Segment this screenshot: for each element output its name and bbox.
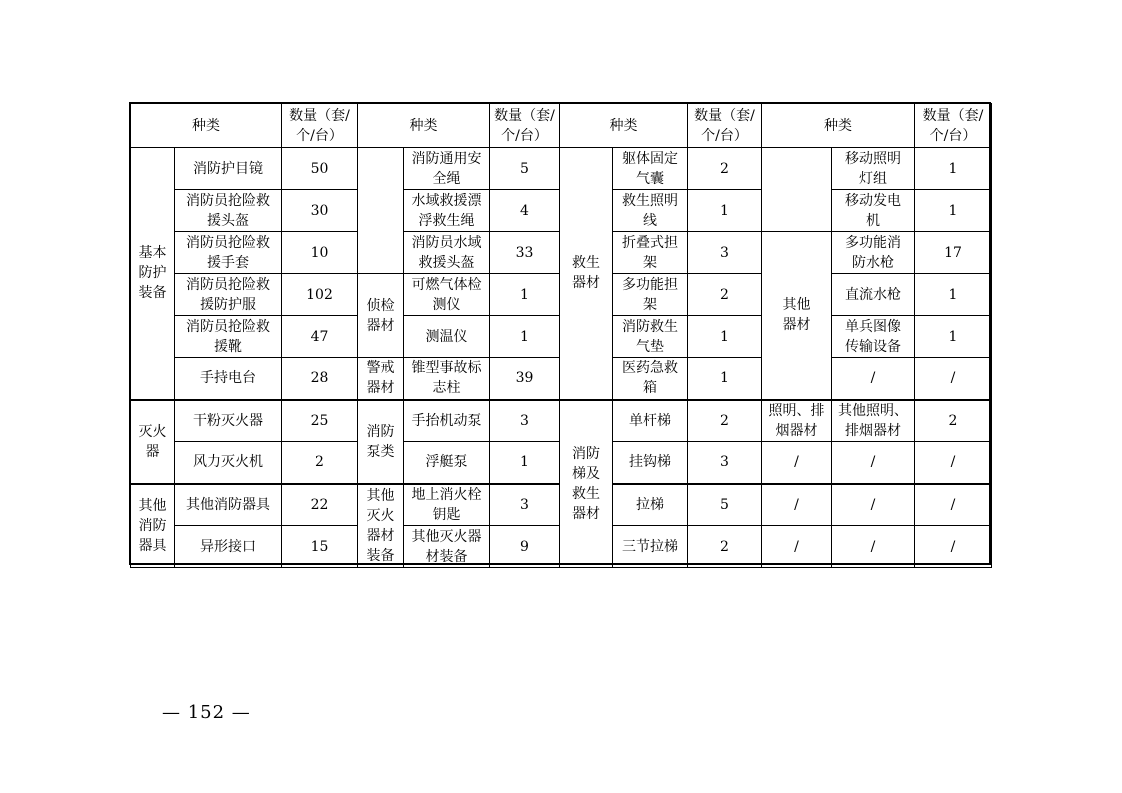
item-qty: 25 [282, 400, 358, 442]
item-qty: 33 [490, 232, 560, 274]
category-other-equipment: 其他 器材 [762, 232, 832, 400]
item-name: 消防通用安 全绳 [404, 148, 490, 190]
item-qty: 1 [915, 148, 992, 190]
item-qty: 1 [688, 316, 762, 358]
header-kind-4: 种类 [762, 104, 915, 148]
item-name: 风力灭火机 [175, 442, 282, 484]
empty-mark: / [915, 484, 992, 526]
category-pump: 消防 泵类 [358, 400, 404, 484]
item-name: 其他灭火器 材装备 [404, 526, 490, 568]
item-name: 挂钩梯 [613, 442, 688, 484]
item-name: 多功能消 防水枪 [832, 232, 915, 274]
empty-mark: / [915, 442, 992, 484]
table-row [131, 148, 992, 190]
item-name: 地上消火栓 钥匙 [404, 484, 490, 526]
item-name: 消防员抢险救 援手套 [175, 232, 282, 274]
item-name: 其他照明、 排烟器材 [832, 400, 915, 442]
item-name: 移动发电 机 [832, 190, 915, 232]
header-kind-2: 种类 [358, 104, 490, 148]
item-qty: 1 [490, 316, 560, 358]
item-qty: 4 [490, 190, 560, 232]
item-name: 水域救援漂 浮救生绳 [404, 190, 490, 232]
empty-mark: / [832, 358, 915, 400]
item-name: 消防员抢险救 援靴 [175, 316, 282, 358]
item-qty: 28 [282, 358, 358, 400]
item-name: 干粉灭火器 [175, 400, 282, 442]
item-qty: 2 [688, 274, 762, 316]
category-blank [762, 148, 832, 232]
empty-mark: / [832, 442, 915, 484]
item-qty: 2 [282, 442, 358, 484]
item-qty: 30 [282, 190, 358, 232]
empty-mark: / [915, 358, 992, 400]
item-qty: 3 [490, 484, 560, 526]
item-name: 移动照明 灯组 [832, 148, 915, 190]
page-number: — 152 — [162, 702, 251, 723]
item-qty: 1 [688, 358, 762, 400]
item-name: 其他消防器具 [175, 484, 282, 526]
item-name: 直流水枪 [832, 274, 915, 316]
item-qty: 50 [282, 148, 358, 190]
header-qty-1: 数量（套/ 个/台） [282, 104, 358, 148]
category-rescue-equipment: 救生 器材 [560, 148, 613, 400]
item-qty: 1 [915, 274, 992, 316]
item-qty: 102 [282, 274, 358, 316]
empty-mark: / [832, 526, 915, 568]
item-qty: 1 [915, 190, 992, 232]
item-name: 测温仪 [404, 316, 490, 358]
item-qty: 1 [490, 442, 560, 484]
item-name: 救生照明 线 [613, 190, 688, 232]
category-blank [358, 148, 404, 274]
item-qty: 3 [688, 232, 762, 274]
table-header-row [131, 104, 992, 148]
equipment-table [130, 103, 992, 568]
item-qty: 1 [915, 316, 992, 358]
item-name: 锥型事故标 志柱 [404, 358, 490, 400]
category-detection-equipment: 侦检 器材 [358, 274, 404, 358]
item-name: 可燃气体检 测仪 [404, 274, 490, 316]
item-name: 消防员抢险救 援头盔 [175, 190, 282, 232]
header-qty-4: 数量（套/ 个/台） [915, 104, 992, 148]
item-qty: 2 [688, 526, 762, 568]
item-qty: 1 [490, 274, 560, 316]
header-kind-3: 种类 [560, 104, 688, 148]
item-qty: 9 [490, 526, 560, 568]
item-name: 单兵图像 传输设备 [832, 316, 915, 358]
item-qty: 10 [282, 232, 358, 274]
item-qty: 5 [490, 148, 560, 190]
category-ladder-rescue: 消防 梯及 救生 器材 [560, 400, 613, 568]
item-name: 浮艇泵 [404, 442, 490, 484]
item-qty: 17 [915, 232, 992, 274]
item-qty: 47 [282, 316, 358, 358]
item-name: 消防员水域 救援头盔 [404, 232, 490, 274]
category-other-fire-tools: 其他 消防 器具 [131, 484, 175, 568]
empty-mark: / [762, 442, 832, 484]
category-basic-protection: 基本 防护 装备 [131, 148, 175, 400]
item-name: 单杆梯 [613, 400, 688, 442]
item-name: 医药急救 箱 [613, 358, 688, 400]
category-extinguisher: 灭火 器 [131, 400, 175, 484]
empty-mark: / [762, 484, 832, 526]
header-qty-3: 数量（套/ 个/台） [688, 104, 762, 148]
item-qty: 2 [688, 148, 762, 190]
item-qty: 2 [915, 400, 992, 442]
item-qty: 39 [490, 358, 560, 400]
item-qty: 15 [282, 526, 358, 568]
item-name: 手持电台 [175, 358, 282, 400]
category-lighting-smoke: 照明、排 烟器材 [762, 400, 832, 442]
empty-mark: / [915, 526, 992, 568]
table-row [131, 400, 992, 442]
empty-mark: / [832, 484, 915, 526]
empty-mark: / [762, 526, 832, 568]
item-qty: 1 [688, 190, 762, 232]
item-name: 三节拉梯 [613, 526, 688, 568]
item-qty: 5 [688, 484, 762, 526]
item-name: 消防救生 气垫 [613, 316, 688, 358]
item-name: 折叠式担 架 [613, 232, 688, 274]
item-qty: 3 [688, 442, 762, 484]
item-name: 多功能担 架 [613, 274, 688, 316]
category-other-extinguishing: 其他 灭火 器材 装备 [358, 484, 404, 568]
item-name: 消防护目镜 [175, 148, 282, 190]
item-name: 躯体固定 气囊 [613, 148, 688, 190]
header-kind-1: 种类 [131, 104, 282, 148]
item-name: 拉梯 [613, 484, 688, 526]
item-name: 消防员抢险救 援防护服 [175, 274, 282, 316]
item-name: 异形接口 [175, 526, 282, 568]
item-qty: 3 [490, 400, 560, 442]
item-qty: 2 [688, 400, 762, 442]
item-name: 手抬机动泵 [404, 400, 490, 442]
item-qty: 22 [282, 484, 358, 526]
header-qty-2: 数量（套/ 个/台） [490, 104, 560, 148]
category-warning-equipment: 警戒 器材 [358, 358, 404, 400]
